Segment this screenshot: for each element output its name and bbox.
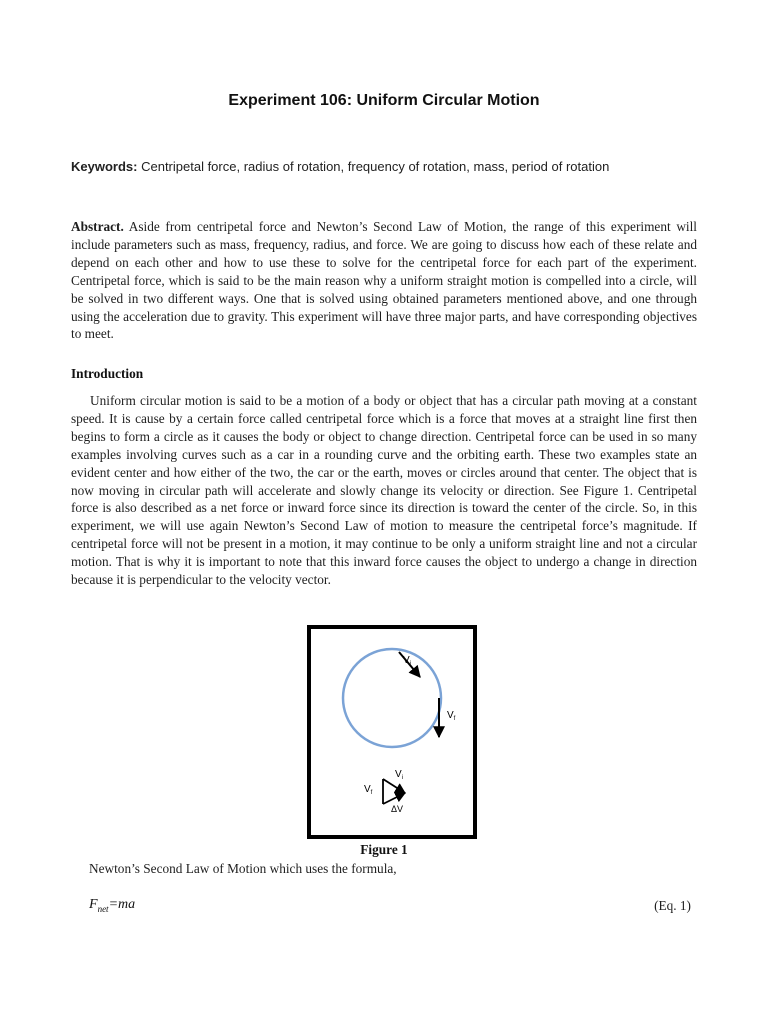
eq-lhs-sub: net xyxy=(97,903,109,914)
introduction-heading: Introduction xyxy=(71,366,144,381)
figure-caption: Figure 1 xyxy=(360,842,408,857)
keywords-line xyxy=(71,159,711,174)
triangle-vi-label: $V_i$ xyxy=(395,769,404,781)
abstract-text: Aside from centripetal force and Newton’s Second Law of Motion, the range of this experiment will include parameters such as mass, frequency, radius, and force. We are going to discuss how each of these relate and depend on each other and how to use these to solve for the centripetal force for each part of the experiment. Centripetal force, which is said to be the main reason why a uniform straight motion is compelled into a circle, will be solved in two different ways. One that is solved using obtained parameters mentioned above, and one through using the acceleration due to gravity. This experiment will have three major parts, and have corresponding objectives to meet. xyxy=(71,219,698,342)
keywords-label: Keywords: xyxy=(71,159,138,174)
circular-path xyxy=(343,649,441,747)
circular-motion-diagram xyxy=(311,629,473,835)
abstract-paragraph xyxy=(71,218,697,343)
triangle-vf-label: $V_f$ xyxy=(364,784,373,796)
paper-title: Experiment 106: Uniform Circular Motion xyxy=(228,92,540,109)
eq-lhs-symbol: F xyxy=(89,897,98,912)
delta-v-label: ΔV xyxy=(391,804,404,814)
vector-triangle xyxy=(383,779,405,804)
equation-1 xyxy=(89,897,135,914)
introduction-paragraph: Uniform circular motion is said to be a motion of a body or object that has a circular path moving at a constant speed. It is cause by a certain force called centripetal force which is a force that moves at a straight line first then begins to form a circle as it causes the body or object to change direction. Centripetal force can be used in so many examples involving curves such as a car in a rounding curve and the orbiting earth. These two examples state an evident center and how either of the two, the car or the earth, moves or circles around that center. The object that is now moving in circular path will accelerate and slowly change its velocity or direction. See Figure 1. Centripetal force is also described as a net force or inward force since its direction is toward the center of the circle. So, in this experiment, we will use again Newton’s Second Law of motion to measure the centripetal force’s magnitude. If centripetal force will not be present in a motion, it may continue to be only a uniform straight line and not a circular motion. That is why it is important to note that this inward force causes the object to undergo a change in direction because it is perpendicular to the velocity vector. xyxy=(71,393,697,588)
svg-text:Vi: $V_i$ xyxy=(403,655,412,667)
svg-text:Vf: $V_f$ xyxy=(447,710,456,722)
formula-intro: Newton’s Second Law of Motion which uses the formula, xyxy=(89,861,397,876)
vi-label xyxy=(403,655,411,667)
keywords-text: Centripetal force, radius of rotation, frequency of rotation, mass, period of rotation xyxy=(141,159,610,174)
abstract-label: Abstract. xyxy=(71,219,124,234)
equation-number: (Eq. 1) xyxy=(654,898,691,913)
vf-label xyxy=(447,710,456,722)
eq-rhs: =ma xyxy=(108,897,136,912)
figure-1 xyxy=(307,625,477,839)
